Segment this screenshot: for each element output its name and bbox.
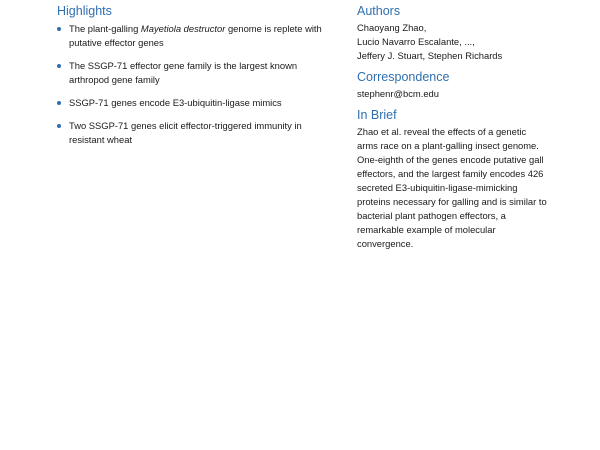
- highlight-text: SSGP-71 genes encode E3-ubiquitin-ligase mimics: [69, 97, 282, 108]
- highlight-text: Two SSGP-71 genes elicit effector-triggered immunity in resistant wheat: [69, 120, 302, 145]
- authors-section: [357, 4, 557, 63]
- highlight-item: [57, 22, 339, 50]
- author-line: Chaoyang Zhao,: [357, 22, 427, 33]
- highlight-text: The SSGP-71 effector gene family is the largest known arthropod gene family: [69, 60, 298, 85]
- correspondence-email[interactable]: stephenr@bcm.edu: [357, 88, 439, 99]
- in-brief-heading: In Brief: [357, 108, 397, 122]
- authors-list: [357, 21, 557, 63]
- author-line: Jeffery J. Stuart, Stephen Richards: [357, 50, 503, 61]
- sidebar-info: [357, 4, 557, 258]
- in-brief-text: Zhao et al. reveal the effects of a genetic arms race on a plant-galling insect genome. One-eighth of the genes encode putative gall effectors, and the largest family encodes 426 secreted E3-ubiquitin-ligase-mimicking proteins necessary for galling and is similar to bacterial plant pathogen effectors, a remarkable example of molecular convergence.: [357, 126, 547, 249]
- in-brief-section: [357, 108, 557, 251]
- bullet-icon: [57, 124, 61, 128]
- highlight-item: [57, 59, 339, 87]
- highlights-heading: Highlights: [57, 4, 112, 18]
- author-line: Lucio Navarro Escalante, ...,: [357, 36, 475, 47]
- bullet-icon: [57, 101, 61, 105]
- highlight-item: [57, 119, 339, 147]
- highlight-item: [57, 96, 339, 110]
- highlights-list: [57, 22, 339, 147]
- highlight-text-post: genome is replete with putative effector genes: [69, 23, 322, 48]
- bullet-icon: [57, 27, 61, 31]
- correspondence-heading: Correspondence: [357, 70, 450, 84]
- highlight-text-pre: The plant-galling: [69, 23, 141, 34]
- authors-heading: Authors: [357, 4, 401, 18]
- correspondence-section: [357, 70, 557, 101]
- highlights-section: [57, 4, 339, 156]
- species-name: Mayetiola destructor: [140, 23, 226, 34]
- bullet-icon: [57, 64, 61, 68]
